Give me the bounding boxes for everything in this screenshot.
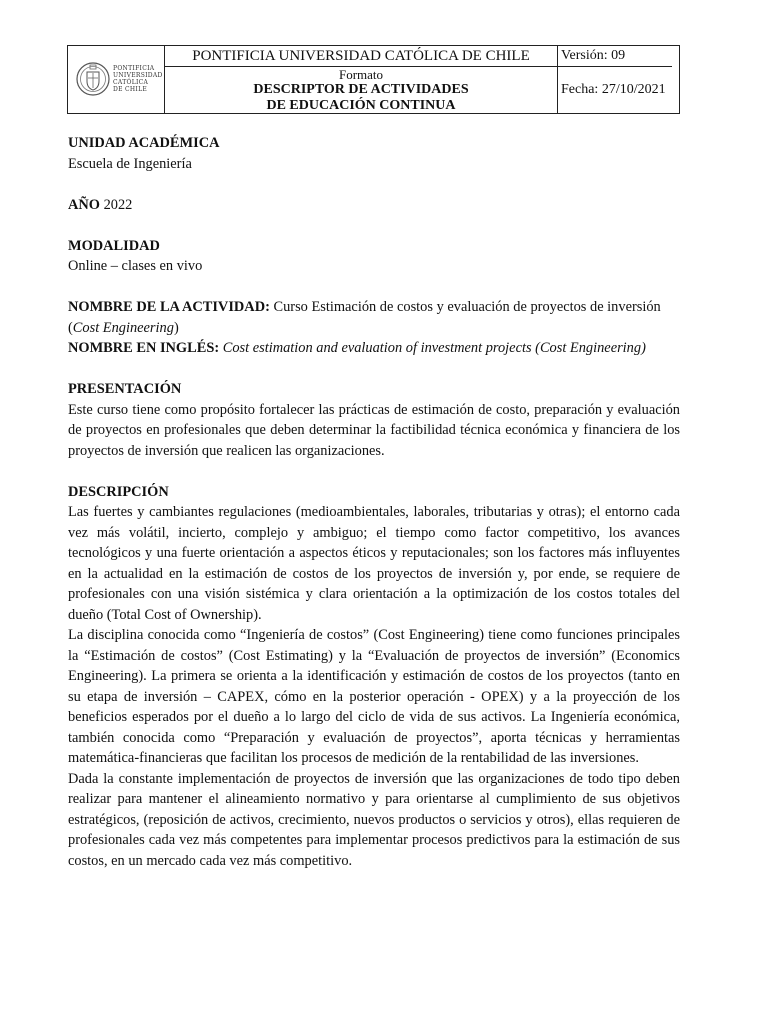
university-logo xyxy=(76,59,163,101)
anio-value: 2022 xyxy=(99,196,133,213)
ingles-line xyxy=(68,338,680,359)
actividad-line xyxy=(68,297,680,338)
actividad-value-end: ) xyxy=(173,319,179,336)
modalidad-value: Online – clases en vivo xyxy=(68,258,203,274)
logo-text: PONTIFICIA UNIVERSIDAD CATÓLICA DE CHILE xyxy=(113,65,163,93)
descripcion-paragraph-2: La disciplina conocida como “Ingeniería de costos” (Cost Engineering) tiene como funciones principales la “Estimación de costos” (Cost Estimating) y la “Evaluación de proyectos de inversión” (Economics Engineering). La primera se orienta a la identificación y estimación de costos de los proyectos (tanto en su etapa de inversión – CAPEX, cómo en la posterior operación - OPEX) y a la proyección de los beneficios esperados por el dueño a lo largo del ciclo de vida de sus activos. La Ingeniería económica, también conocida como “Preparación y evaluación de proyectos”, aporta técnicas y herramientas matemática-financieras que facilitan los procesos de medición de la rentabilidad de las inversiones. xyxy=(68,627,680,766)
document-body xyxy=(68,133,680,871)
unidad-label: UNIDAD ACADÉMICA xyxy=(68,135,220,151)
date-cell: Fecha: 27/10/2021 xyxy=(561,82,666,97)
unidad-value: Escuela de Ingeniería xyxy=(68,155,192,172)
doc-title-line-2: DE EDUCACIÓN CONTINUA xyxy=(266,98,456,113)
presentacion-text: Este curso tiene como propósito fortalecer las prácticas de estimación de costo, preparación y evaluación de proyectos en profesionales que deben determinar la factibilidad técnica económica y financiera de los proyectos de inversión que realicen las organizaciones. xyxy=(68,401,680,459)
ingles-value: Cost estimation and evaluation of investment projects (Cost Engineering) xyxy=(219,340,646,356)
header-table xyxy=(67,45,680,114)
actividad-value: Curso Estimación de costos y evaluación de proyectos de inversión ( xyxy=(68,299,661,336)
logo-cell xyxy=(68,46,165,113)
crest-icon xyxy=(76,59,110,99)
presentacion-label: PRESENTACIÓN xyxy=(68,381,182,397)
university-name: PONTIFICIA UNIVERSIDAD CATÓLICA DE CHILE xyxy=(165,46,558,67)
doc-title-line-1: DESCRIPTOR DE ACTIVIDADES xyxy=(253,82,469,97)
version-cell: Versión: 09 xyxy=(558,46,672,67)
descripcion-paragraph-3: Dada la constante implementación de proyectos de inversión que las organizaciones de todo tipo deben realizar para mantener el alineamiento normativo y para orientarse al cumplimiento de sus objetivos estratégicos, (reposición de activos, crecimiento, nuevos productos o servicios y otros), ellas requieren de profesionales cada vez más competentes para implementar procesos predictivos para la estimación de sus costos, en un mercado cada vez más competitivo. xyxy=(68,770,680,869)
anio-label: AÑO xyxy=(68,196,100,213)
modalidad-label: MODALIDAD xyxy=(68,237,160,254)
format-cell xyxy=(165,67,558,113)
actividad-value-italic: Cost Engineering xyxy=(72,319,174,336)
anio-line xyxy=(68,195,680,216)
descripcion-paragraph-1: Las fuertes y cambiantes regulaciones (medioambientales, laborales, tributarias y otras); el entorno cada vez más volátil, incierto, complejo y ambiguo; el tiempo como factor competitivo, los avances tecnológicos y una fuerte orientación a aspectos éticos y reputacionales; son los factores más influyentes en la actualidad en la estimación de costos de los proyectos de inversión y, por ende, se requiere de profesionales con una visión sistémica y clara orientación a la optimización de los costos totales del dueño (Total Cost of Ownership). xyxy=(68,504,680,623)
actividad-label: NOMBRE DE LA ACTIVIDAD: xyxy=(68,299,270,315)
format-label: Formato xyxy=(338,67,384,82)
ingles-label: NOMBRE EN INGLÉS: xyxy=(68,340,220,356)
descripcion-label: DESCRIPCIÓN xyxy=(68,483,169,500)
